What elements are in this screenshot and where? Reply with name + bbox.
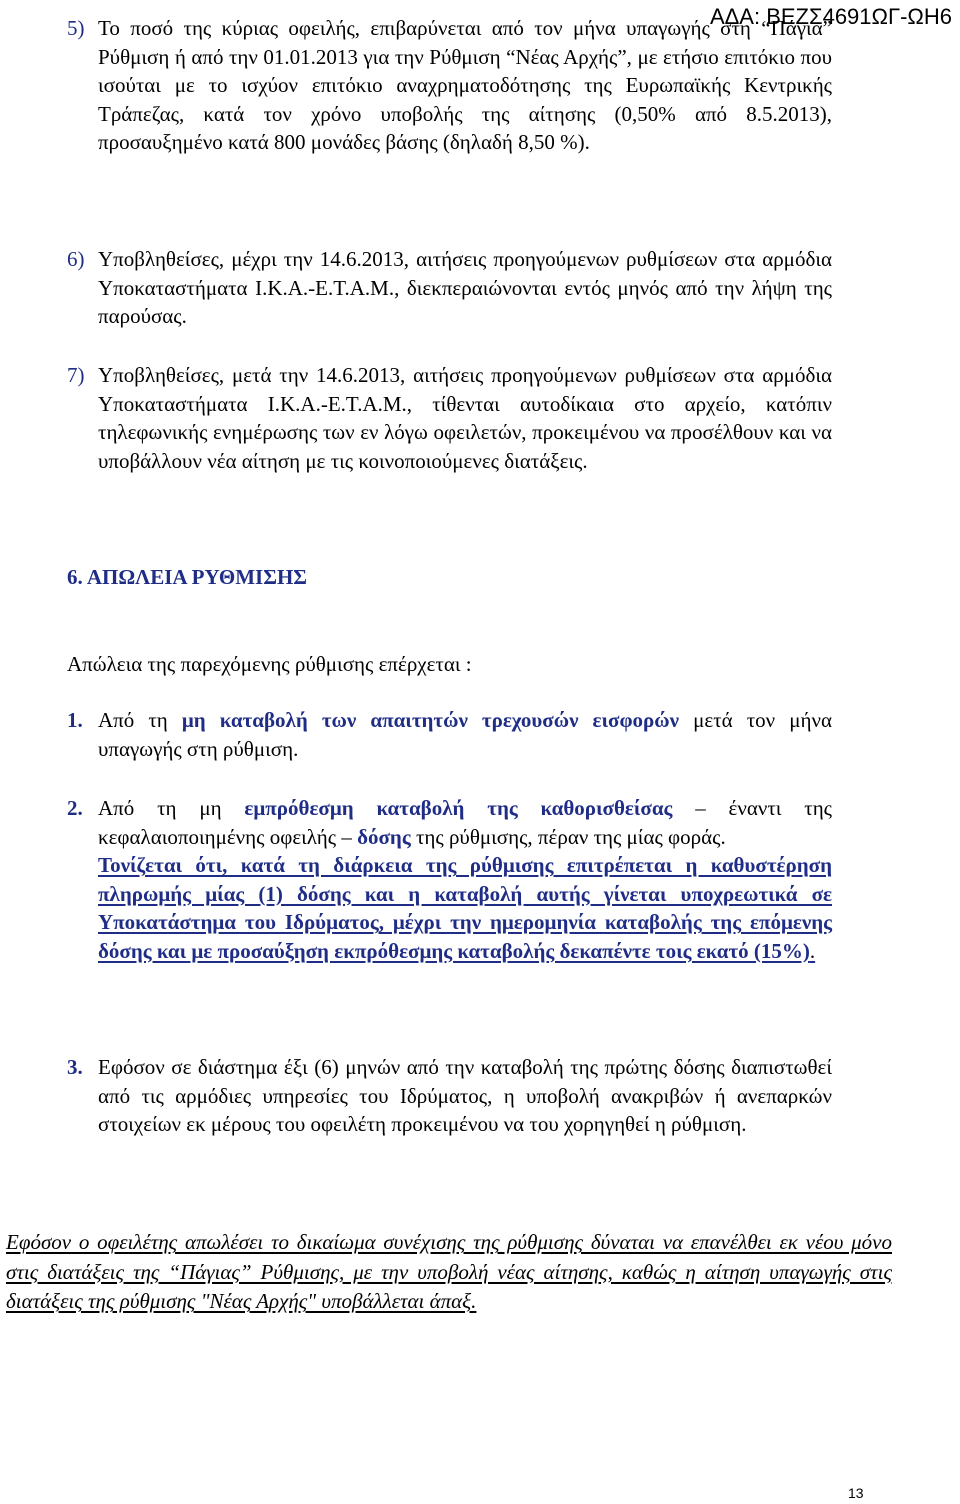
ada-code: ΑΔΑ: ΒΕΖΣ4691ΩΓ-ΩΗ6 — [709, 4, 952, 29]
item-note — [98, 851, 832, 965]
item-text — [98, 706, 832, 763]
item-number: 2. — [67, 796, 83, 820]
loss-item-3 — [67, 1053, 832, 1139]
closing-paragraph: Εφόσον ο οφειλέτης απωλέσει το δικαίωμα συνέχισης της ρύθμισης δύναται να επανέλθει εκ νέου μόνο στις διατάξεις της “Πάγιας” Ρύθμισης, με την υποβολή νέας αίτησης, καθώς η αίτηση υπαγωγής στις διατάξεις της ρύθμισης "Νέας Αρχής" υποβάλλεται άπαξ. — [6, 1230, 892, 1313]
item-text-pre: Από τη — [98, 708, 182, 732]
page-number: 13 — [848, 1485, 864, 1501]
item-number: 3. — [67, 1055, 83, 1079]
item-text-post: μετά τον μήνα υπαγωγής στη ρύθμιση. — [98, 708, 832, 761]
item-note-end: . — [809, 938, 816, 963]
section-title: 6. ΑΠΩΛΕΙΑ ΡΥΘΜΙΣΗΣ — [67, 565, 308, 589]
item-text-post: της ρύθμισης, πέραν της μίας φοράς. — [410, 824, 726, 849]
item-number: 5) — [67, 16, 85, 40]
item-text-mid: – έναντι της κεφαλαιοποιημένης οφειλής – — [98, 796, 832, 849]
item-text: Υποβληθείσες, μέχρι την 14.6.2013, αιτήσεις προηγούμενων ρυθμίσεων στα αρμόδια Υποκαταστήματα Ι.Κ.Α.-Ε.Τ.Α.Μ., διεκπεραιώνονται εντός μηνός από την λήψη της παρούσας. — [98, 247, 832, 328]
list-item-7 — [67, 361, 832, 475]
item-text — [98, 794, 832, 851]
item-text: Το ποσό της κύριας οφειλής, επιβαρύνεται από τον μήνα υπαγωγής στη “Πάγια” Ρύθμιση ή από την 01.01.2013 για την Ρύθμιση “Νέας Αρχής”, με ετήσιο επιτόκιο που ισούται με το ισχύον επιτόκιο αναχρηματοδότησης της Ευρωπαϊκής Κεντρικής Τράπεζας, κατά τον χρόνο υποβολής της αίτησης (0,50% από 8.5.2013), προσαυξημένο κατά 800 μονάδες βάσης (δηλαδή 8,50 %). — [98, 16, 832, 154]
item-text-emphasis: μη καταβολή των απαιτητών τρεχουσών εισφορών — [181, 708, 680, 732]
section-intro: Απώλεια της παρεχόμενης ρύθμισης επέρχεται : — [67, 652, 472, 676]
loss-item-2 — [67, 794, 832, 965]
item-number: 1. — [67, 708, 83, 732]
loss-item-1 — [67, 706, 832, 763]
item-number: 6) — [67, 247, 85, 271]
item-text: Υποβληθείσες, μετά την 14.6.2013, αιτήσεις προηγούμενων ρυθμίσεων στα αρμόδια Υποκαταστήματα Ι.Κ.Α.-Ε.Τ.Α.Μ., τίθενται αυτοδίκαια στο αρχείο, κατόπιν τηλεφωνικής ενημέρωσης των εν λόγω οφειλετών, προκειμένου να προσέλθουν και να υποβάλλουν νέα αίτηση με τις κοινοποιούμενες διατάξεις. — [98, 363, 832, 473]
item-text-emphasis-2: δόσης — [357, 824, 411, 849]
item-text-emphasis-1: εμπρόθεσμη καταβολή της καθορισθείσας — [244, 796, 673, 820]
list-item-6 — [67, 245, 832, 331]
item-text: Εφόσον σε διάστημα έξι (6) μηνών από την καταβολή της πρώτης δόσης διαπιστωθεί από τις αρμόδιες υπηρεσίες του Ιδρύματος, η υποβολή ανακριβών ή ανεπαρκών στοιχείων εκ μέρους του οφειλέτη προκειμένου να του χορηγηθεί η ρύθμιση. — [98, 1055, 832, 1136]
item-text-pre: Από τη μη — [98, 796, 245, 820]
list-item-5 — [67, 14, 832, 157]
item-number: 7) — [67, 363, 85, 387]
item-note-text: Τονίζεται ότι, κατά τη διάρκεια της ρύθμισης επιτρέπεται η καθυστέρηση πληρωμής μίας (1) δόσης και η καταβολή αυτής γίνεται υποχρεωτικά σε Υποκατάστημα του Ιδρύματος, μέχρι την ημερομηνία καταβολής της επόμενης δόσης και με προσαύξηση εκπρόθεσμης καταβολής δεκαπέντε τοις εκατό (15%) — [98, 853, 832, 963]
